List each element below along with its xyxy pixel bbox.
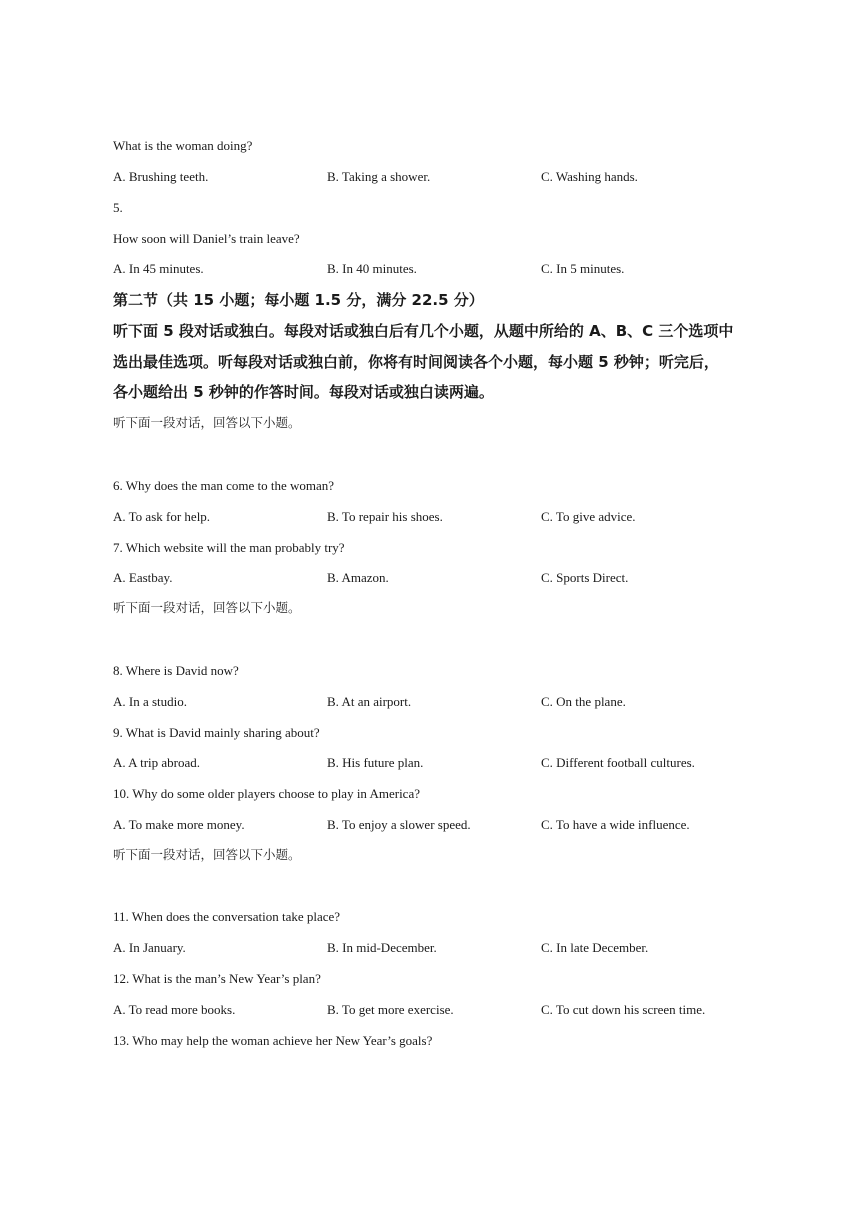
q5-option-b: B. In 40 minutes. xyxy=(327,261,417,276)
q7-option-b: B. Amazon. xyxy=(327,570,389,585)
q6-option-c: C. To give advice. xyxy=(541,509,636,524)
section2-instruction-1: 听下面 5 段对话或独白。每段对话或独白后有几个小题，从题中所给的 A、B、C 三个选项中 xyxy=(113,322,734,340)
q10-option-c: C. To have a wide influence. xyxy=(541,817,690,832)
q9-question: 9. What is David mainly sharing about? xyxy=(113,725,320,740)
q7-option-c: C. Sports Direct. xyxy=(541,570,629,585)
q8-option-c: C. On the plane. xyxy=(541,694,626,709)
q7-question: 7. Which website will the man probably try? xyxy=(113,540,345,555)
dialogue-prompt: 听下面一段对话，回答以下小题。 xyxy=(113,600,301,615)
section2-instruction-2: 选出最佳选项。听每段对话或独白前，你将有时间阅读各个小题，每小题 5 秒钟；听完后， xyxy=(113,353,719,371)
q5-option-a: A. In 45 minutes. xyxy=(113,261,204,276)
q8-question: 8. Where is David now? xyxy=(113,663,239,678)
dialogue-prompt: 听下面一段对话，回答以下小题。 xyxy=(113,415,301,430)
q9-option-b: B. His future plan. xyxy=(327,755,424,770)
q8-option-a: A. In a studio. xyxy=(113,694,188,709)
q5-question: How soon will Daniel’s train leave? xyxy=(113,231,300,246)
dialogue-prompt: 听下面一段对话，回答以下小题。 xyxy=(113,847,301,862)
q6-option-b: B. To repair his shoes. xyxy=(327,509,443,524)
q11-option-b: B. In mid-December. xyxy=(327,940,437,955)
q12-option-b: B. To get more exercise. xyxy=(327,1002,454,1017)
q11-option-c: C. In late December. xyxy=(541,940,649,955)
q5-option-c: C. In 5 minutes. xyxy=(541,261,625,276)
q10-question: 10. Why do some older players choose to play in America? xyxy=(113,786,420,801)
q7-option-a: A. Eastbay. xyxy=(113,570,173,585)
q9-option-c: C. Different football cultures. xyxy=(541,755,695,770)
q12-question: 12. What is the man’s New Year’s plan? xyxy=(113,971,321,986)
q5-number: 5. xyxy=(113,200,123,215)
q4-option-c: C. Washing hands. xyxy=(541,169,638,184)
q4-question: What is the woman doing? xyxy=(113,138,253,153)
q6-option-a: A. To ask for help. xyxy=(113,509,211,524)
q11-option-a: A. In January. xyxy=(113,940,186,955)
q4-option-b: B. Taking a shower. xyxy=(327,169,431,184)
q10-option-a: A. To make more money. xyxy=(113,817,245,832)
q9-option-a: A. A trip abroad. xyxy=(113,755,201,770)
section2-title: 第二节（共 15 小题；每小题 1.5 分，满分 22.5 分） xyxy=(113,291,484,309)
q13-question: 13. Who may help the woman achieve her New Year’s goals? xyxy=(113,1033,433,1048)
q12-option-a: A. To read more books. xyxy=(113,1002,236,1017)
section2-instruction-3: 各小题给出 5 秒钟的作答时间。每段对话或独白读两遍。 xyxy=(113,383,494,401)
q10-option-b: B. To enjoy a slower speed. xyxy=(327,817,471,832)
q8-option-b: B. At an airport. xyxy=(327,694,412,709)
q4-option-a: A. Brushing teeth. xyxy=(113,169,209,184)
q11-question: 11. When does the conversation take place? xyxy=(113,909,341,924)
q6-question: 6. Why does the man come to the woman? xyxy=(113,478,335,493)
q12-option-c: C. To cut down his screen time. xyxy=(541,1002,706,1017)
